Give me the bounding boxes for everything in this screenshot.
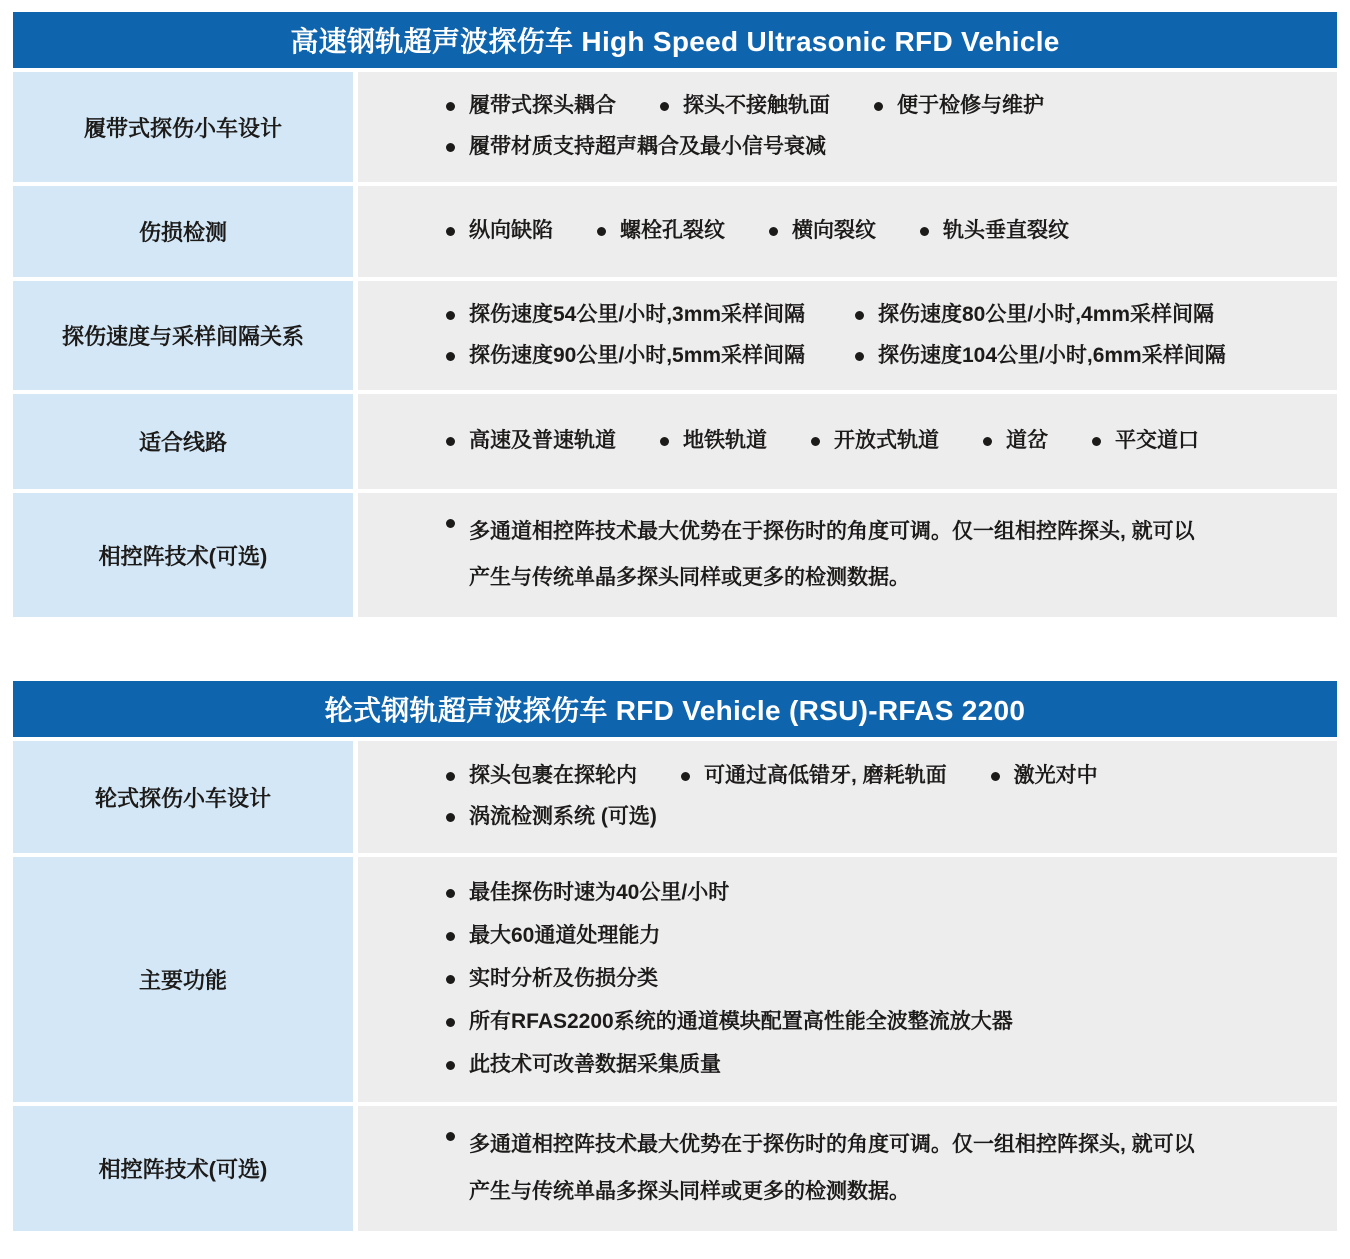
bullet-text: 此技术可改善数据采集质量 xyxy=(469,1053,721,1077)
row-label: 主要功能 xyxy=(13,857,353,1102)
bullet-item xyxy=(811,427,939,456)
bullet-item xyxy=(446,922,660,951)
bullet-text: 探头不接触轨面 xyxy=(683,94,830,118)
spec-table xyxy=(13,12,1337,617)
bullet-dot-icon xyxy=(920,227,929,236)
bullet-text: 道岔 xyxy=(1006,429,1048,453)
bullet-item xyxy=(1092,427,1199,456)
bullet-dot-icon xyxy=(446,437,455,446)
bullet-line xyxy=(446,803,1307,832)
bullet-text: 实时分析及伤损分类 xyxy=(469,967,658,991)
bullet-text-line: 产生与传统单晶多探头同样或更多的检测数据。 xyxy=(469,566,910,590)
bullet-dot-icon xyxy=(446,352,455,361)
bullet-dot-icon xyxy=(769,227,778,236)
bullet-dot-icon xyxy=(855,311,864,320)
bullet-item xyxy=(446,342,855,371)
bullet-dot-icon xyxy=(446,1018,455,1027)
row-content xyxy=(358,493,1337,617)
bullet-item xyxy=(920,217,1069,246)
spec-row xyxy=(13,741,1337,853)
bullet-text: 探伤速度54公里/小时,3mm采样间隔 xyxy=(469,302,806,326)
bullet-item xyxy=(446,803,657,832)
bullet-item xyxy=(874,92,1044,121)
bullet-dot-icon xyxy=(446,519,455,528)
bullet-line xyxy=(446,1122,1307,1214)
bullet-line xyxy=(446,509,1307,601)
row-content xyxy=(358,857,1337,1102)
spec-row xyxy=(13,186,1337,277)
row-label: 适合线路 xyxy=(13,394,353,489)
bullet-dot-icon xyxy=(874,102,883,111)
bullet-text: 横向裂纹 xyxy=(792,219,876,243)
bullet-text: 轨头垂直裂纹 xyxy=(943,219,1069,243)
bullet-text-line: 多通道相控阵技术最大优势在于探伤时的角度可调。仅一组相控阵探头, 就可以 xyxy=(469,520,1195,543)
bullet-text: 激光对中 xyxy=(1013,764,1098,788)
table-title: 轮式钢轨超声波探伤车 RFD Vehicle (RSU)-RFAS 2200 xyxy=(13,681,1337,737)
bullet-line xyxy=(446,92,1307,121)
table-title: 高速钢轨超声波探伤车 High Speed Ultrasonic RFD Vehicle xyxy=(13,12,1337,68)
bullet-line xyxy=(446,427,1307,456)
bullet-text: 探伤速度104公里/小时,6mm采样间隔 xyxy=(878,343,1226,367)
row-label: 相控阵技术(可选) xyxy=(13,493,353,617)
bullet-dot-icon xyxy=(446,227,455,236)
bullet-text xyxy=(469,509,1195,601)
row-label: 相控阵技术(可选) xyxy=(13,1106,353,1230)
bullet-text-line: 产生与传统单晶多探头同样或更多的检测数据。 xyxy=(469,1179,910,1203)
bullet-item xyxy=(446,1122,1195,1214)
bullet-item xyxy=(681,762,947,791)
bullet-item xyxy=(446,217,553,246)
bullet-dot-icon xyxy=(446,975,455,984)
spec-sheet xyxy=(13,12,1337,1259)
bullet-dot-icon xyxy=(446,143,455,152)
bullet-item xyxy=(446,1051,721,1080)
bullet-item xyxy=(855,342,1307,371)
bullet-text: 最大60通道处理能力 xyxy=(469,924,661,948)
spec-row xyxy=(13,394,1337,489)
bullet-item xyxy=(446,879,729,908)
bullet-item xyxy=(446,762,637,791)
bullet-line xyxy=(446,133,1307,162)
bullet-text: 所有RFAS2200系统的通道模块配置高性能全波整流放大器 xyxy=(469,1010,1013,1034)
bullet-dot-icon xyxy=(660,102,669,111)
bullet-text: 开放式轨道 xyxy=(834,429,939,453)
row-label: 履带式探伤小车设计 xyxy=(13,72,353,182)
bullet-dot-icon xyxy=(597,227,606,236)
bullet-item xyxy=(660,92,830,121)
row-content xyxy=(358,72,1337,182)
row-content xyxy=(358,741,1337,853)
bullet-dot-icon xyxy=(446,1061,455,1070)
bullet-line xyxy=(446,1008,1307,1037)
row-content xyxy=(358,186,1337,277)
bullet-dot-icon xyxy=(991,772,1000,781)
bullet-dot-icon xyxy=(446,813,455,822)
spec-row xyxy=(13,281,1337,390)
bullet-text-line: 多通道相控阵技术最大优势在于探伤时的角度可调。仅一组相控阵探头, 就可以 xyxy=(469,1133,1195,1157)
bullet-item xyxy=(446,301,855,330)
bullet-line xyxy=(446,762,1307,791)
row-content xyxy=(358,394,1337,489)
bullet-text: 最佳探伤时速为40公里/小时 xyxy=(469,881,730,905)
bullet-dot-icon xyxy=(1092,437,1101,446)
spec-row xyxy=(13,857,1337,1102)
bullet-text: 平交道口 xyxy=(1115,429,1199,453)
bullet-item xyxy=(597,217,725,246)
spec-row xyxy=(13,72,1337,182)
row-label: 轮式探伤小车设计 xyxy=(13,741,353,853)
bullet-item xyxy=(660,427,767,456)
bullet-dot-icon xyxy=(446,932,455,941)
bullet-line xyxy=(446,301,1307,330)
bullet-line xyxy=(446,922,1307,951)
spec-row xyxy=(13,1106,1337,1230)
bullet-dot-icon xyxy=(660,437,669,446)
bullet-text: 探伤速度90公里/小时,5mm采样间隔 xyxy=(469,343,806,367)
bullet-dot-icon xyxy=(681,772,690,781)
bullet-text: 地铁轨道 xyxy=(683,429,767,453)
bullet-dot-icon xyxy=(446,889,455,898)
bullet-item xyxy=(446,965,658,994)
bullet-text: 高速及普速轨道 xyxy=(469,429,616,453)
bullet-item xyxy=(769,217,876,246)
bullet-dot-icon xyxy=(855,352,864,361)
bullet-line xyxy=(446,217,1307,246)
row-label: 探伤速度与采样间隔关系 xyxy=(13,281,353,390)
bullet-text: 探头包裹在探轮内 xyxy=(469,764,637,788)
bullet-item xyxy=(446,1008,1013,1037)
bullet-text: 便于检修与维护 xyxy=(897,94,1044,118)
row-label: 伤损检测 xyxy=(13,186,353,277)
bullet-text: 履带材质支持超声耦合及最小信号衰减 xyxy=(469,135,826,158)
bullet-item xyxy=(446,133,826,162)
bullet-item xyxy=(983,427,1048,456)
bullet-text: 可通过高低错牙, 磨耗轨面 xyxy=(704,764,947,788)
bullet-line xyxy=(446,879,1307,908)
bullet-dot-icon xyxy=(446,1132,455,1141)
row-content xyxy=(358,281,1337,390)
bullet-dot-icon xyxy=(446,102,455,111)
spec-row xyxy=(13,493,1337,617)
bullet-item xyxy=(446,509,1195,601)
bullet-item xyxy=(855,301,1307,330)
bullet-dot-icon xyxy=(983,437,992,446)
bullet-line xyxy=(446,342,1307,371)
bullet-dot-icon xyxy=(811,437,820,446)
spec-table xyxy=(13,681,1337,1230)
bullet-line xyxy=(446,965,1307,994)
bullet-dot-icon xyxy=(446,772,455,781)
bullet-dot-icon xyxy=(446,311,455,320)
bullet-text: 探伤速度80公里/小时,4mm采样间隔 xyxy=(878,302,1215,326)
bullet-text: 纵向缺陷 xyxy=(469,219,553,243)
bullet-line xyxy=(446,1051,1307,1080)
bullet-text: 涡流检测系统 (可选) xyxy=(469,805,657,829)
bullet-text xyxy=(469,1122,1195,1214)
bullet-item xyxy=(991,762,1098,791)
bullet-item xyxy=(446,92,616,121)
row-content xyxy=(358,1106,1337,1230)
bullet-text: 螺栓孔裂纹 xyxy=(620,219,725,243)
bullet-text: 履带式探头耦合 xyxy=(469,94,616,118)
bullet-item xyxy=(446,427,616,456)
